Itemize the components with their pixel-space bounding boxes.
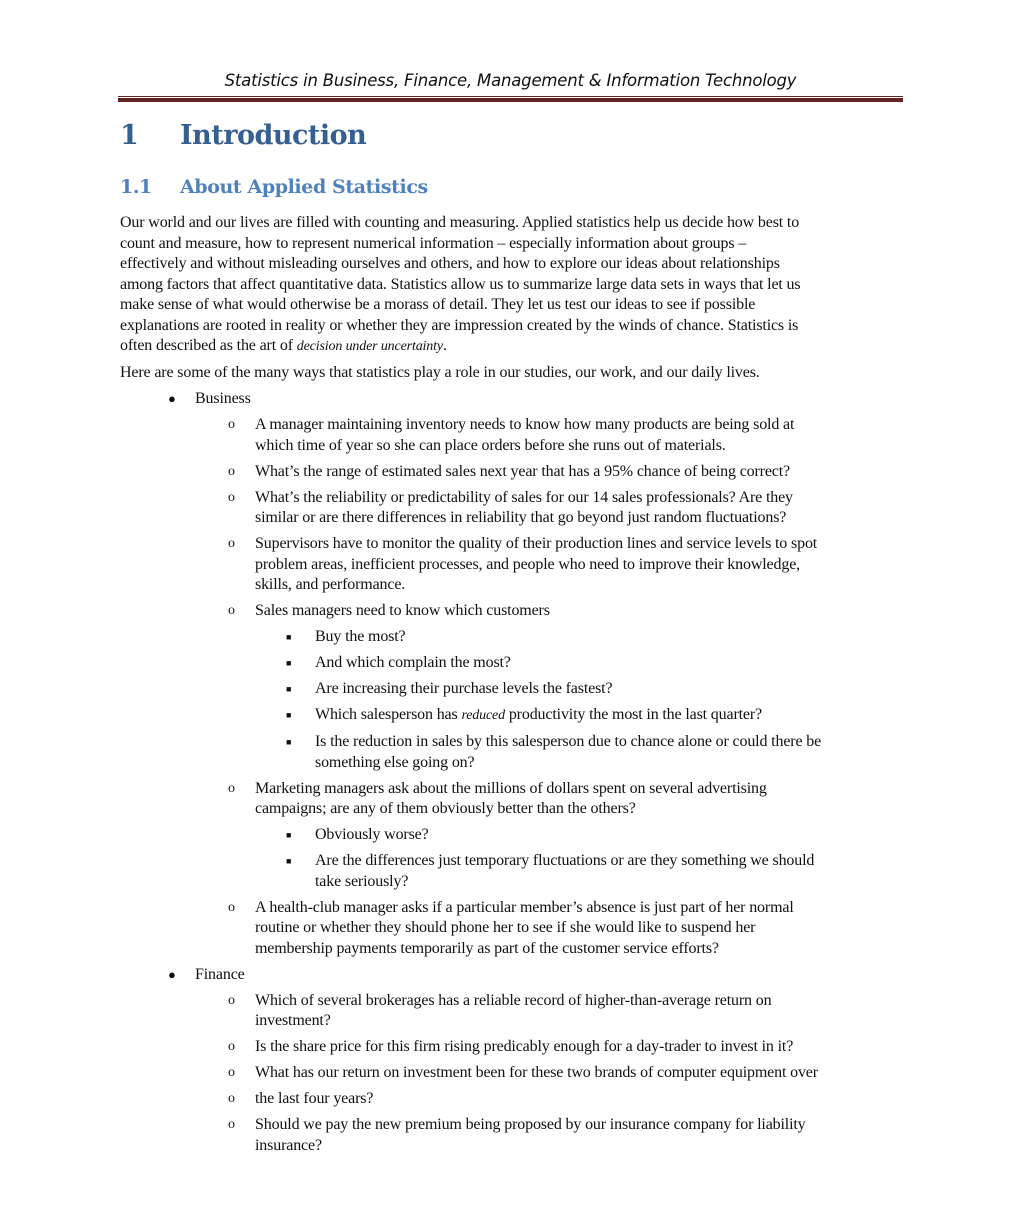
bullet-circle-icon: o xyxy=(228,463,235,479)
list-item xyxy=(120,679,900,700)
chapter-heading xyxy=(120,120,366,151)
text-line: Here are some of the many ways that statistics play a role in our studies, our work, and our daily lives. xyxy=(120,364,760,381)
list-item xyxy=(120,851,900,892)
bullet-square-icon: ■ xyxy=(286,684,292,694)
bulleted-list xyxy=(120,389,900,1156)
text-segment: . xyxy=(442,337,447,354)
text-line: make sense of what would otherwise be a morass of detail. They let us test our ideas to see if possible xyxy=(120,296,756,313)
text-line: which time of year so she can place orders before she runs out of materials. xyxy=(255,436,726,454)
section-title: About Applied Statistics xyxy=(180,176,428,198)
chapter-title: Introduction xyxy=(180,120,367,151)
text-line: problem areas, inefficient processes, and people who need to improve their knowledge, xyxy=(255,555,800,573)
bullet-disc-icon: ● xyxy=(168,966,176,982)
italic-text: decision under uncertainty xyxy=(296,339,443,354)
text-line: Are increasing their purchase levels the fastest? xyxy=(315,680,613,697)
list-item xyxy=(120,627,900,648)
text-line: routine or whether they should phone her to see if she would like to suspend her xyxy=(255,919,756,936)
bullet-circle-icon: o xyxy=(228,603,235,618)
bullet-circle-icon: o xyxy=(228,536,235,551)
bullet-square-icon: ■ xyxy=(286,856,292,866)
text-line: take seriously? xyxy=(315,872,409,890)
bullet-circle-icon: o xyxy=(228,1117,235,1132)
running-header: Statistics in Business, Finance, Management & Information Technology xyxy=(224,71,797,90)
text-line: What’s the reliability or predictability of sales for our 14 sales professionals? Are they xyxy=(255,488,793,506)
bullet-square-icon: ■ xyxy=(286,830,292,840)
list-item xyxy=(120,462,900,483)
text-line: Is the reduction in sales by this salesperson due to chance alone or could there be xyxy=(315,733,822,750)
list-item xyxy=(120,389,900,410)
list-item xyxy=(120,1089,900,1110)
bullet-square-icon: ■ xyxy=(286,710,292,720)
text-line: Business xyxy=(195,390,251,407)
list-item xyxy=(120,1115,900,1156)
bullet-disc-icon: ● xyxy=(168,391,176,406)
text-line: similar or are there differences in reliability that go beyond just random fluctuations? xyxy=(255,509,787,526)
text-line: Obviously worse? xyxy=(315,826,429,843)
text-line: Should we pay the new premium being proposed by our insurance company for liability xyxy=(255,1116,806,1133)
text-line: something else going on? xyxy=(315,753,475,771)
list-item xyxy=(120,705,900,727)
text-line: campaigns; are any of them obviously better than the others? xyxy=(255,800,636,817)
text-line: Supervisors have to monitor the quality of their production lines and service levels to spot xyxy=(255,535,818,552)
bullet-square-icon: ■ xyxy=(286,737,292,747)
paragraph xyxy=(120,213,900,358)
section-number: 1.1 xyxy=(120,176,152,198)
text-line: Which of several brokerages has a reliable record of higher-than-average return on xyxy=(255,991,772,1009)
text-line: skills, and performance. xyxy=(255,576,406,593)
text-line: investment? xyxy=(255,1012,331,1029)
text-line: A health-club manager asks if a particular member’s absence is just part of her normal xyxy=(255,898,794,916)
text-line: among factors that affect quantitative data. Statistics allow us to summarize large data sets in ways that let us xyxy=(120,275,801,293)
bullet-circle-icon: o xyxy=(228,899,235,915)
bullet-square-icon: ■ xyxy=(286,632,292,642)
paragraph xyxy=(120,363,900,384)
section-heading xyxy=(120,176,428,198)
text-segment: productivity the most in the last quarter? xyxy=(504,706,763,723)
bullet-circle-icon: o xyxy=(228,417,235,432)
bullet-circle-icon: o xyxy=(228,1039,235,1054)
list-item xyxy=(120,779,900,820)
list-item xyxy=(120,1063,900,1084)
list-item xyxy=(120,898,900,960)
header-rule-thin xyxy=(118,96,903,97)
document-body xyxy=(120,213,900,1162)
list-item xyxy=(120,825,900,846)
list-item xyxy=(120,488,900,529)
italic-text: reduced xyxy=(461,708,505,723)
text-line: Finance xyxy=(195,965,245,983)
text-line: the last four years? xyxy=(255,1090,374,1107)
text-line: Marketing managers ask about the millions of dollars spent on several advertising xyxy=(255,779,767,797)
text-line: What’s the range of estimated sales next year that has a 95% chance of being correct? xyxy=(255,462,791,480)
bullet-circle-icon: o xyxy=(228,780,235,796)
list-item xyxy=(120,965,900,986)
text-line xyxy=(315,705,900,727)
text-line: count and measure, how to represent numerical information – especially information about groups – xyxy=(120,234,747,252)
bullet-circle-icon: o xyxy=(228,489,235,505)
bullet-square-icon: ■ xyxy=(286,658,292,668)
list-item xyxy=(120,534,900,596)
text-line: Buy the most? xyxy=(315,628,406,645)
text-line xyxy=(120,336,900,358)
text-line: What has our return on investment been for these two brands of computer equipment over xyxy=(255,1064,818,1081)
list-item xyxy=(120,601,900,622)
bullet-circle-icon: o xyxy=(228,992,235,1008)
text-segment: Which salesperson has xyxy=(315,706,462,723)
list-item xyxy=(120,1037,900,1058)
text-line: And which complain the most? xyxy=(315,654,511,671)
text-segment: often described as the art of xyxy=(120,337,297,354)
text-line: membership payments temporarily as part of the customer service efforts? xyxy=(255,939,719,957)
text-line: A manager maintaining inventory needs to know how many products are being sold at xyxy=(255,416,795,433)
list-item xyxy=(120,415,900,456)
text-line: Is the share price for this firm rising predicably enough for a day-trader to invest in it? xyxy=(255,1038,794,1055)
text-line: explanations are rooted in reality or whether they are impression created by the winds of chance. Statistics is xyxy=(120,316,799,334)
list-item xyxy=(120,991,900,1032)
text-line: insurance? xyxy=(255,1136,322,1154)
list-item xyxy=(120,732,900,773)
text-line: Sales managers need to know which customers xyxy=(255,602,550,619)
chapter-number: 1 xyxy=(120,120,139,151)
bullet-circle-icon: o xyxy=(228,1065,235,1080)
header-rule-thick xyxy=(118,98,903,102)
text-line: Our world and our lives are filled with counting and measuring. Applied statistics help us decide how best to xyxy=(120,214,800,231)
text-line: Are the differences just temporary fluctuations or are they something we should xyxy=(315,852,815,869)
bullet-circle-icon: o xyxy=(228,1091,235,1106)
text-line: effectively and without misleading ourselves and others, and how to explore our ideas about relationships xyxy=(120,255,780,272)
list-item xyxy=(120,653,900,674)
